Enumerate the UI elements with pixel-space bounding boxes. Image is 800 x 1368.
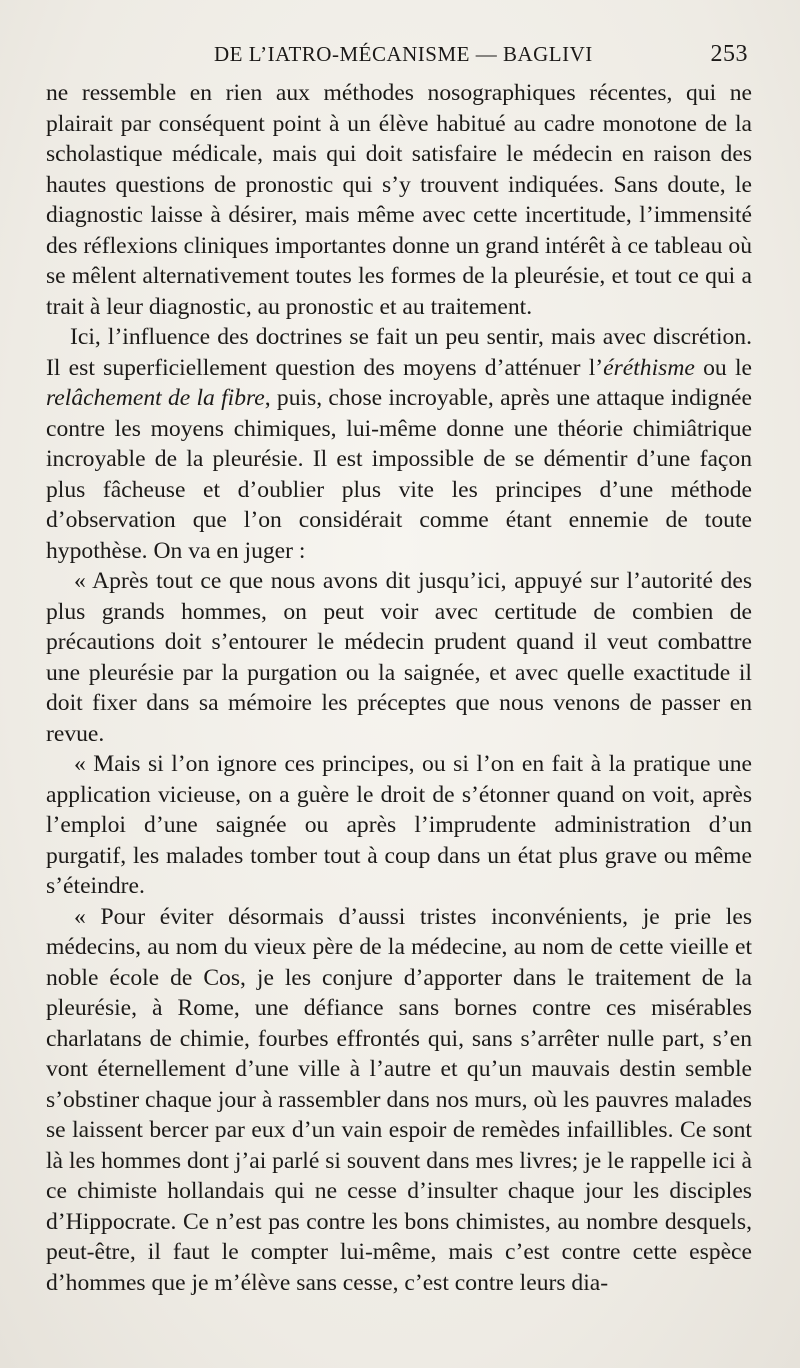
body-text — [46, 78, 752, 1298]
quoted-paragraph — [46, 749, 752, 902]
italic-term: relâchement de la fibre — [46, 385, 265, 411]
italic-term: éréthisme — [603, 354, 695, 381]
page-number: 253 — [710, 41, 748, 67]
text-run: « Pour éviter désormais d’aussi tristes inconvénients, je prie les médecins, au nom du vieux père de la médecine, au nom de cette vieille et noble école de Cos, je les conjure d’apporter dans le traitement de la pleurésie, à Rome, une défiance sans bornes contre ces misérables charlatans de chimie, fourbes effrontés qui, sans s’arrêter nulle part, s’en vont éternellement d’une ville à l’autre et qu’un mauvais destin semble s’obstiner chaque jour à rassembler dans nos murs, où les pauvres malades se laissent bercer par eux d’un vain espoir de remèdes infaillibles. Ce sont là les hommes dont j’ai parlé si souvent dans mes livres; je le rappelle ici à ce chimiste hollandais qui ne cesse d’insulter chaque jour les disciples d’Hippocrate. Ce n’est pas contre les bons chimistes, au nombre desquels, peut-être, il faut le compter lui-même, mais c’est contre cette espèce d’hommes que je m’élève sans cesse, c’est contre leurs dia- — [46, 903, 752, 1296]
paragraph — [46, 322, 752, 566]
text-run: , puis, chose incroyable, après une attaque indignée contre les moyens chimiques, lui-même donne une théorie chimiâtrique incroyable de la pleurésie. Il est impossible de se démentir d’une façon plus fâcheuse et d’oublier plus vite les principes d’une méthode d’observation que l’on considérait comme étant ennemie de toute hypothèse. On va en juger : — [46, 385, 752, 564]
running-head — [46, 34, 752, 74]
text-run: ne ressemble en rien aux méthodes nosographiques récentes, qui ne plairait par conséquent point à un élève habitué au cadre monotone de la scholastique médicale, mais qui doit satisfaire le médecin en raison des hautes questions de pronostic qui s’y trouvent indiquées. Sans doute, le diagnostic laisse à désirer, mais même avec cette incertitude, l’immensité des réflexions cliniques importantes donne un grand intérêt à ce tableau où se mêlent alternativement toutes les formes de la pleurésie, et tout ce qui a trait à leur diagnostic, au pronostic et au traitement. — [46, 80, 752, 320]
text-run: « Après tout ce que nous avons dit jusqu’ici, appuyé sur l’autorité des plus grands hommes, on peut voir avec certitude de combien de précautions doit s’entourer le médecin prudent quand il veut combattre une pleurésie par la purgation ou la saignée, et avec quelle exactitude il doit fixer dans sa mémoire les préceptes que nous venons de passer en revue. — [46, 568, 752, 747]
quoted-paragraph — [46, 902, 752, 1299]
paragraph — [46, 78, 752, 322]
quoted-paragraph — [46, 566, 752, 749]
text-run: « Mais si l’on ignore ces principes, ou si l’on en fait à la pratique une application vicieuse, on a guère le droit de s’étonner quand on voit, après l’emploi d’une saignée ou après l’imprudente administration d’un purgatif, les malades tomber tout à coup dans un état plus grave ou même s’éteindre. — [46, 751, 752, 899]
text-run: Ici, l’influence des doctrines se fait un peu sentir, mais avec discrétion. Il est superficiellement question des moyens d’atténuer l’ — [46, 324, 752, 381]
running-title: DE L’IATRO-MÉCANISME — BAGLIVI — [214, 42, 593, 66]
text-run: ou le — [694, 354, 752, 381]
